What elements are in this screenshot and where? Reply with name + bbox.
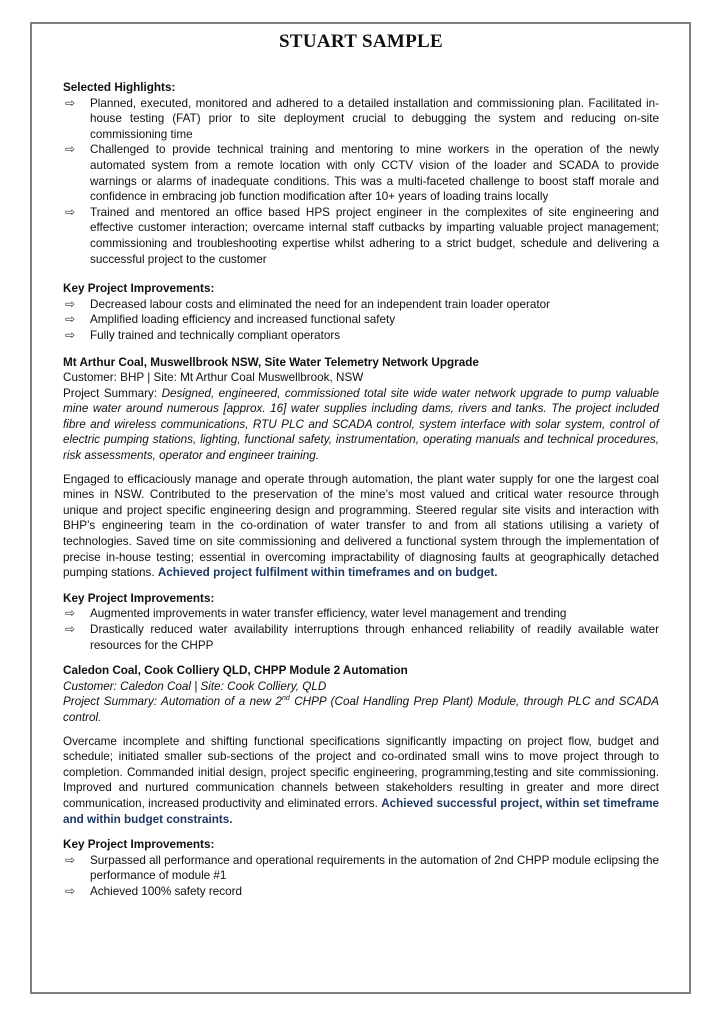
arrow-right-icon: ⇨ bbox=[65, 606, 76, 621]
improvements-list-1 bbox=[63, 297, 659, 344]
project-summary-1: Project Summary: Designed, engineered, commissioned total site wide water network upgrade to pump valuable mine water around numerous [approx. 16] water supplies including dams, rivers and tanks. The project included fibre and wireless communications, RTU PLC and SCADA control, system interface with solar system, control of electric pumping stations, lighting, functional safety, instrumentation, operating manuals and technical procedures, risk assessments, operator and engineer training. bbox=[63, 386, 659, 463]
project-customer-2: Customer: Caledon Coal | Site: Cook Colliery, QLD bbox=[63, 679, 327, 693]
candidate-name: STUART SAMPLE bbox=[279, 31, 443, 52]
improvements-heading-3: Key Project Improvements: bbox=[63, 838, 215, 852]
improvements-heading-2: Key Project Improvements: bbox=[63, 591, 215, 605]
project-title-2: Caledon Coal, Cook Colliery QLD, CHPP Module 2 Automation bbox=[63, 664, 408, 678]
highlights-list bbox=[63, 96, 659, 268]
improvements-heading-1: Key Project Improvements: bbox=[63, 282, 215, 296]
improvements-list-2 bbox=[63, 606, 659, 653]
improvements-list-3 bbox=[63, 853, 659, 900]
arrow-right-icon: ⇨ bbox=[65, 327, 76, 342]
list-item: ⇨ Amplified loading efficiency and increased functional safety bbox=[65, 312, 396, 327]
list-item: ⇨ Drastically reduced water availability interruptions through enhanced reliability of readily available water resources for the CHPP bbox=[65, 622, 659, 652]
project-customer-1: Customer: BHP | Site: Mt Arthur Coal Muswellbrook, NSW bbox=[63, 371, 364, 385]
list-item: ⇨ Trained and mentored an office based HPS project engineer in the complexites of site engineering and effective customer interaction; overcame internal staff cutbacks by imparting valuable project management; commissioning and troubleshooting expertise whilst adhering to a strict budget, schedule and delivering a successful project to the customer bbox=[65, 204, 659, 266]
arrow-right-icon: ⇨ bbox=[65, 95, 76, 110]
highlights-heading: Selected Highlights: bbox=[63, 81, 176, 94]
list-item: ⇨ Decreased labour costs and eliminated the need for an independent train loader operator bbox=[65, 296, 551, 311]
project-title-1: Mt Arthur Coal, Muswellbrook NSW, Site Water Telemetry Network Upgrade bbox=[63, 355, 479, 369]
list-item: ⇨ Achieved 100% safety record bbox=[65, 883, 243, 898]
arrow-right-icon: ⇨ bbox=[65, 296, 76, 311]
project-body-2: Overcame incomplete and shifting functional specifications significantly impacting on project flow, budget and schedule; initiated smaller sub-sections of the project and co-ordinated small wins to move project through to completion. Commanded initial design, project specific engineering, programming,testing and site commissioning. Improved and nurtured communication channels between stakeholders resulting in greater and more direct communication, increased productivity and eliminated errors. Achieved successful project, within set timeframe and within budget constraints. bbox=[63, 734, 659, 826]
project-summary-2: Project Summary: Automation of a new 2nd CHPP (Coal Handling Prep Plant) Module, through PLC and SCADA control. bbox=[63, 695, 659, 724]
arrow-right-icon: ⇨ bbox=[65, 142, 76, 157]
list-item: ⇨ Planned, executed, monitored and adhered to a detailed installation and commissioning plan. Facilitated in-house testing (FAT) prior to site deployment crucial to debugging the system and reducing on-site commissioning time bbox=[65, 95, 659, 141]
arrow-right-icon: ⇨ bbox=[65, 204, 76, 219]
list-item: ⇨ Surpassed all performance and operational requirements in the automation of 2nd CHPP module eclipsing the performance of module #1 bbox=[65, 852, 659, 883]
arrow-right-icon: ⇨ bbox=[65, 883, 76, 898]
project-body-1: Engaged to efficaciously manage and operate through automation, the plant water supply for one the largest coal mines in NSW. Contributed to the preservation of the mine’s most valued and critical water resource through unique and project specific engineering design and programming. Steered regular site visits and interaction with BHP’s engineering team in the co-ordination of water transfer to and from all stations utilising a variety of technologies. Saved time on site commissioning and delivered a functional system through the implementation of precise in-house testing; essential in overcoming impractability of diagnosing faults at geographically detached pumping stations. Achieved project fulfilment within timeframes and on budget. bbox=[63, 472, 659, 580]
arrow-right-icon: ⇨ bbox=[65, 312, 76, 327]
arrow-right-icon: ⇨ bbox=[65, 622, 76, 636]
list-item: ⇨ Challenged to provide technical training and mentoring to mine workers in the operation of the newly automated system from a remote location with only CCTV vision of the loader and SCADA to provide warnings or alarms of inadequate conditions. This was a multi-faceted challenge to boost staff morale and confidence in embracing job function modification after 10+ years of loading trains locally bbox=[65, 142, 659, 204]
list-item: ⇨ Augmented improvements in water transfer efficiency, water level management and trending bbox=[65, 606, 567, 621]
resume-document bbox=[63, 30, 659, 900]
list-item: ⇨ Fully trained and technically compliant operators bbox=[65, 327, 341, 342]
arrow-right-icon: ⇨ bbox=[65, 852, 76, 867]
